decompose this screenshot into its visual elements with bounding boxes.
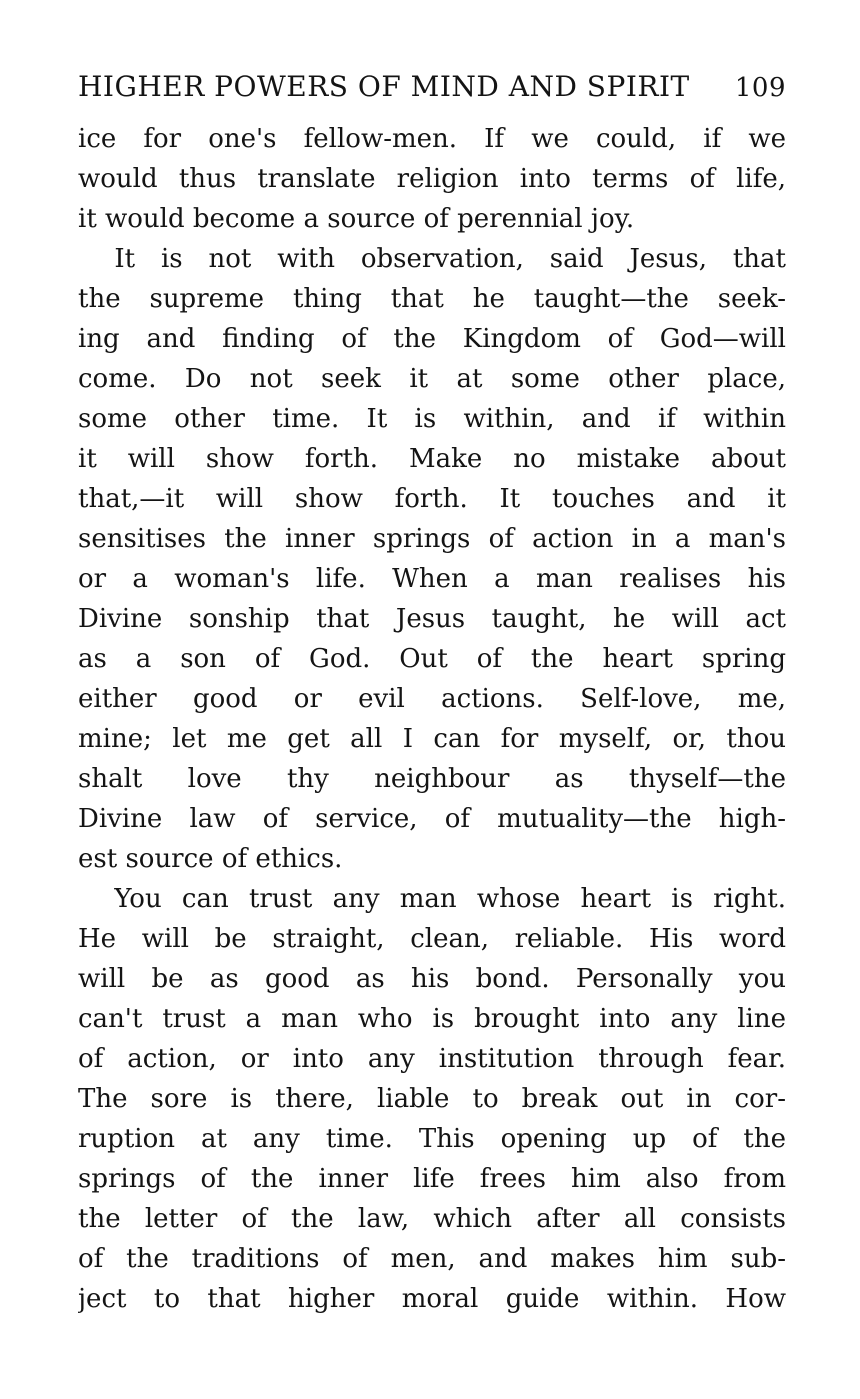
paragraph	[78, 239, 786, 879]
text-line: come. Do not seek it at some other place,	[78, 364, 786, 394]
text-line: either good or evil actions. Self-love, me,	[78, 684, 786, 714]
page-title: HIGHER POWERS OF MIND AND SPIRIT	[78, 70, 690, 103]
text-line: some other time. It is within, and if within	[78, 404, 786, 434]
text-line: it will show forth. Make no mistake about	[78, 444, 786, 474]
text-line: Divine law of service, of mutuality—the high-	[78, 804, 786, 834]
text-line: would thus translate religion into terms of life,	[78, 164, 786, 194]
text-line: will be as good as his bond. Personally you	[78, 964, 786, 994]
text-line: sensitises the inner springs of action in a man's	[78, 524, 786, 554]
text-line: of action, or into any institution through fear.	[78, 1044, 786, 1074]
text-line: that,—it will show forth. It touches and it	[78, 484, 786, 514]
text-line: The sore is there, liable to break out in cor-	[78, 1084, 786, 1114]
text-line: ruption at any time. This opening up of the	[78, 1124, 786, 1154]
page-content	[78, 70, 786, 1319]
text-line: ing and finding of the Kingdom of God—will	[78, 324, 786, 354]
page-number: 109	[734, 73, 786, 103]
text-line: est source of ethics.	[78, 844, 343, 874]
paragraph	[78, 119, 786, 239]
text-line: as a son of God. Out of the heart spring	[78, 644, 786, 674]
text-line: can't trust a man who is brought into any line	[78, 1004, 786, 1034]
text-line: mine; let me get all I can for myself, or, thou	[78, 724, 786, 754]
running-header	[78, 70, 786, 105]
text-line: You can trust any man whose heart is right.	[114, 884, 786, 914]
text-line: It is not with observation, said Jesus, that	[114, 244, 786, 274]
text-line: the letter of the law, which after all consists	[78, 1204, 786, 1234]
text-line: it would become a source of perennial joy.	[78, 204, 635, 234]
text-line: of the traditions of men, and makes him sub-	[78, 1244, 786, 1274]
text-line: the supreme thing that he taught—the seek-	[78, 284, 786, 314]
text-line: He will be straight, clean, reliable. His word	[78, 924, 786, 954]
text-line: or a woman's life. When a man realises his	[78, 564, 786, 594]
text-line: Divine sonship that Jesus taught, he will act	[78, 604, 786, 634]
page-body	[78, 119, 786, 1319]
text-line: ject to that higher moral guide within. How	[78, 1284, 786, 1314]
text-line: springs of the inner life frees him also from	[78, 1164, 786, 1194]
text-line: shalt love thy neighbour as thyself—the	[78, 764, 786, 794]
text-line: ice for one's fellow-men. If we could, if we	[78, 124, 786, 154]
paragraph	[78, 879, 786, 1319]
